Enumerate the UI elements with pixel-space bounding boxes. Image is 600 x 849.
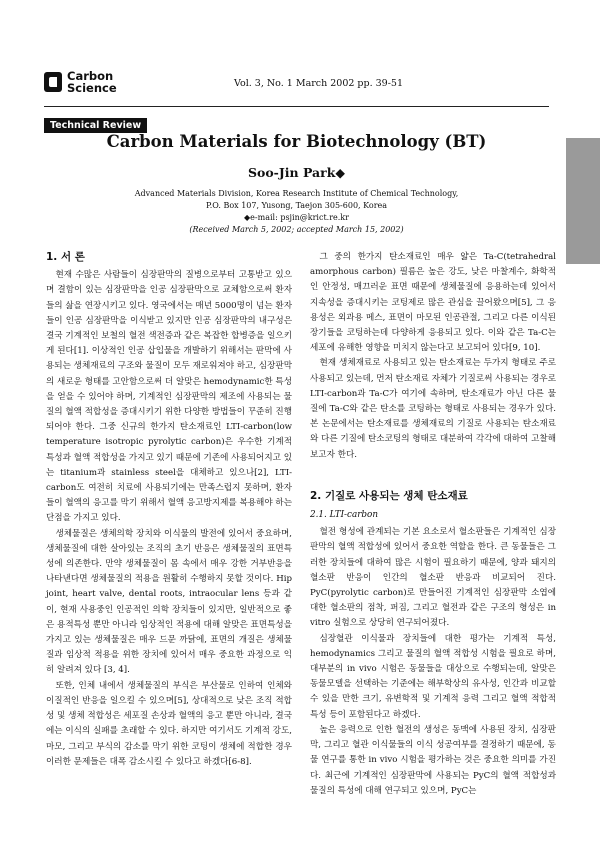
affiliation-address: P.O. Box 107, Yusong, Taejon 305-600, Korea bbox=[205, 201, 388, 210]
journal-name bbox=[67, 70, 117, 94]
paragraph: 생체물질은 생체의학 장치와 이식물의 발전에 있어서 중요하며, 생체물질에 대한 살아있는 조직의 초기 반응은 생체물질의 표면특성에 의존한다. 만약 생체물질이 몸 속에서 매우 강한 거부반응을 나타낸다면 생체물질의 적용을 원활히 수행하지 못할 것이다. Hip joint, heart valve, dental roots, intraocular lens 등과 같이, 현재 사용중인 인공적인 의학 장치들이 있지만, 일반적으로 좋은 용적특성 뿐만 아니라 임상적인 적용에 대해 알맞은 표면특성을 가지고 있는 생체물질은 매우 드문 까닭에, 표면의 개질은 생체물질과 임상적 적용을 위한 장치에 있어서 매우 중요한 과정으로 익히 알려져 있다 [3, 4]. bbox=[46, 528, 292, 676]
paragraph: 혈전 형성에 관계되는 기본 요소로서 혈소판들은 기계적인 심장판막의 혈액 적합성에 있어서 중요한 역할을 한다. 큰 동물들은 그러한 장치들에 대하여 많은 시험이 필요하기 때문에, 양과 돼지의 혈소판 반응이 인간의 혈소판 반응과 비교되어 진다. PyC(pyrolytic carbon)로 만들어진 기계적인 심장판막 소엽에 대한 혈소판의 점착, 퍼짐, 그리고 혈전과 같은 구조의 형성은 in vitro 실험으로 상당히 연구되어졌다. bbox=[310, 527, 556, 629]
affiliation-line: Advanced Materials Division, Korea Research Institute of Chemical Technology, bbox=[134, 189, 459, 198]
paragraph: 현재 생체재료로 사용되고 있는 탄소재료는 두가지 형태로 주로 사용되고 있는데, 먼저 탄소재료 자체가 기질로써 사용되는 경우로 LTI-carbon과 Ta-C가 여기에 속하며, 탄소재료가 아닌 다른 물질에 Ta-C와 같은 탄소를 코팅하는 형태로 사용되는 경우가 있다. 본 논문에서는 탄소재료를 생체재료의 기질로 사용되는 탄소재료와 다른 기질에 탄소코팅의 형태로 대분하여 각각에 대하여 고찰해 보고자 한다. bbox=[310, 358, 556, 460]
paragraph: 그 중의 한가지 탄소재료인 매우 얇은 Ta-C(tetrahedral amorphous carbon) 필름은 높은 강도, 낮은 마찰계수, 화학적인 안정성, 매끄러운 표면 때문에 생체물질에 응용하는데 있어서 지속성을 증대시키는 코팅제로 많은 관심을 끌어왔으며[5], 그 응용성은 외과용 메스, 표면이 마모된 인공관절, 그리고 다른 이식된 장기들을 코팅하는데 다양하게 응용되고 있다. 이와 같은 Ta-C는 세포에 유해한 영향을 미치지 않는다고 보고되어 있다[9, 10]. bbox=[310, 252, 556, 354]
paper-author: Soo-Jin Park◆ bbox=[247, 165, 345, 180]
section-badge: Technical Review bbox=[44, 118, 147, 133]
subsection-heading-lti-carbon: 2.1. LTI-carbon bbox=[310, 510, 378, 521]
section-heading-carbon-substrates: 2. 기질로 사용되는 생체 탄소재료 bbox=[310, 489, 468, 502]
paragraph: 현재 수많은 사람들이 심장판막의 질병으로부터 고통받고 있으며 결함이 있는 심장판막을 인공 심장판막으로 교체함으로써 환자들의 삶을 연장시키고 있다. 영국에서는 매년 5000명이 넘는 환자들이 인공 심장판막을 이식받고 있지만 인공 심장판막의 내구성은 결국 기계적인 보철의 혈전 색전증과 같은 복잡한 합병증을 일으키게 된다[1]. 이상적인 인공 삽입물을 개발하기 위해서는 판막에 사용되는 생체재료의 구조와 물질이 모두 재로워져야 하고, 심장판막의 새로운 형태를 고안함으로써 더 알맞은 hemodynamic한 특성을 얻을 수 있어야 하며, 기계적인 심장판막의 제조에 사용되는 물질의 혈액 적합성을 증대시키기 위한 다양한 방법들이 꾸준히 진행되어야 한다. 그중 신규의 한가지 탄소재료인 LTI-carbon(low temperature isotropic pyrolytic carbon)은 우수한 기계적 특성과 혈액 적합성을 가지고 있기 때문에 기존에 사용되어지고 있는 titanium과 stainless steel을 대체하고 있으나[2], LTI-carbon도 여전히 치료에 사용되기에는 만족스럽지 못하며, 환자들이 혈액의 응고를 막기 위해서 혈액 응고방지제를 복용해야 하는 단점을 가지고 있다. bbox=[46, 270, 292, 524]
header-divider bbox=[44, 106, 549, 107]
paragraph: 높은 응력으로 인한 혈전의 생성은 동맥에 사용된 장치, 심장판막, 그리고 혈관 이식물들의 이식 성공여부를 결정하기 때문에, 동물 연구를 통한 in vivo 시험을 평가하는 것은 중요한 의미를 가진다. 최근에 기계적인 심장판막에 사용되는 PyC의 혈액 적합성과 물질의 특성에 대해 연구되고 있으며, PyC는 bbox=[310, 724, 556, 796]
paper-title: Carbon Materials for Biotechnology (BT) bbox=[106, 132, 487, 151]
carbon-science-logo-icon bbox=[44, 72, 62, 92]
paragraph: 심장혈관 이식물과 장치들에 대한 평가는 기계적 특성, hemodynamics 그리고 물질의 혈액 적합성 시험을 필요로 하며, 대부분의 in vivo 시험은 동물들을 대상으로 수행되는데, 알맞은 동물모델을 선택하는 기준에는 해부학상의 유사성, 인간과 비교할 수 있을 만한 크기, 유변학적 및 기계적 응력 그리고 혈액 적합적 특성 등이 포함된다고 하겠다. bbox=[310, 633, 556, 720]
journal-name-line2: Science bbox=[67, 81, 117, 95]
right-column bbox=[310, 250, 556, 799]
received-dates: (Received March 5, 2002; accepted March 15, 2002) bbox=[189, 225, 404, 234]
left-column bbox=[46, 250, 292, 770]
journal-logo bbox=[44, 70, 117, 94]
affiliation-email: ◆e-mail: psjin@krict.re.kr bbox=[244, 213, 349, 222]
citation: Vol. 3, No. 1 March 2002 pp. 39-51 bbox=[234, 78, 404, 89]
side-tab-marker bbox=[566, 138, 600, 264]
journal-name-line1: Carbon bbox=[67, 69, 114, 83]
section-heading-introduction: 1. 서 론 bbox=[46, 251, 85, 263]
paragraph: 또한, 인체 내에서 생체물질의 부식은 부산물로 인하여 인체와 이질적인 반응을 일으킬 수 있으며[5], 상대적으로 낮은 조직 적합성 및 생체 적합성은 세포질 손상과 혈액의 응고 뿐만 아니라, 결국에는 이식의 실패를 초래할 수 있다. 하지만 여기서도 기계적 강도, 마모, 그리고 부식의 감소를 막기 위한 코팅이 생체에 적합한 경우 이러한 문제들은 대폭 감소시킬 수 있다고 하겠다[6-8]. bbox=[46, 680, 292, 767]
